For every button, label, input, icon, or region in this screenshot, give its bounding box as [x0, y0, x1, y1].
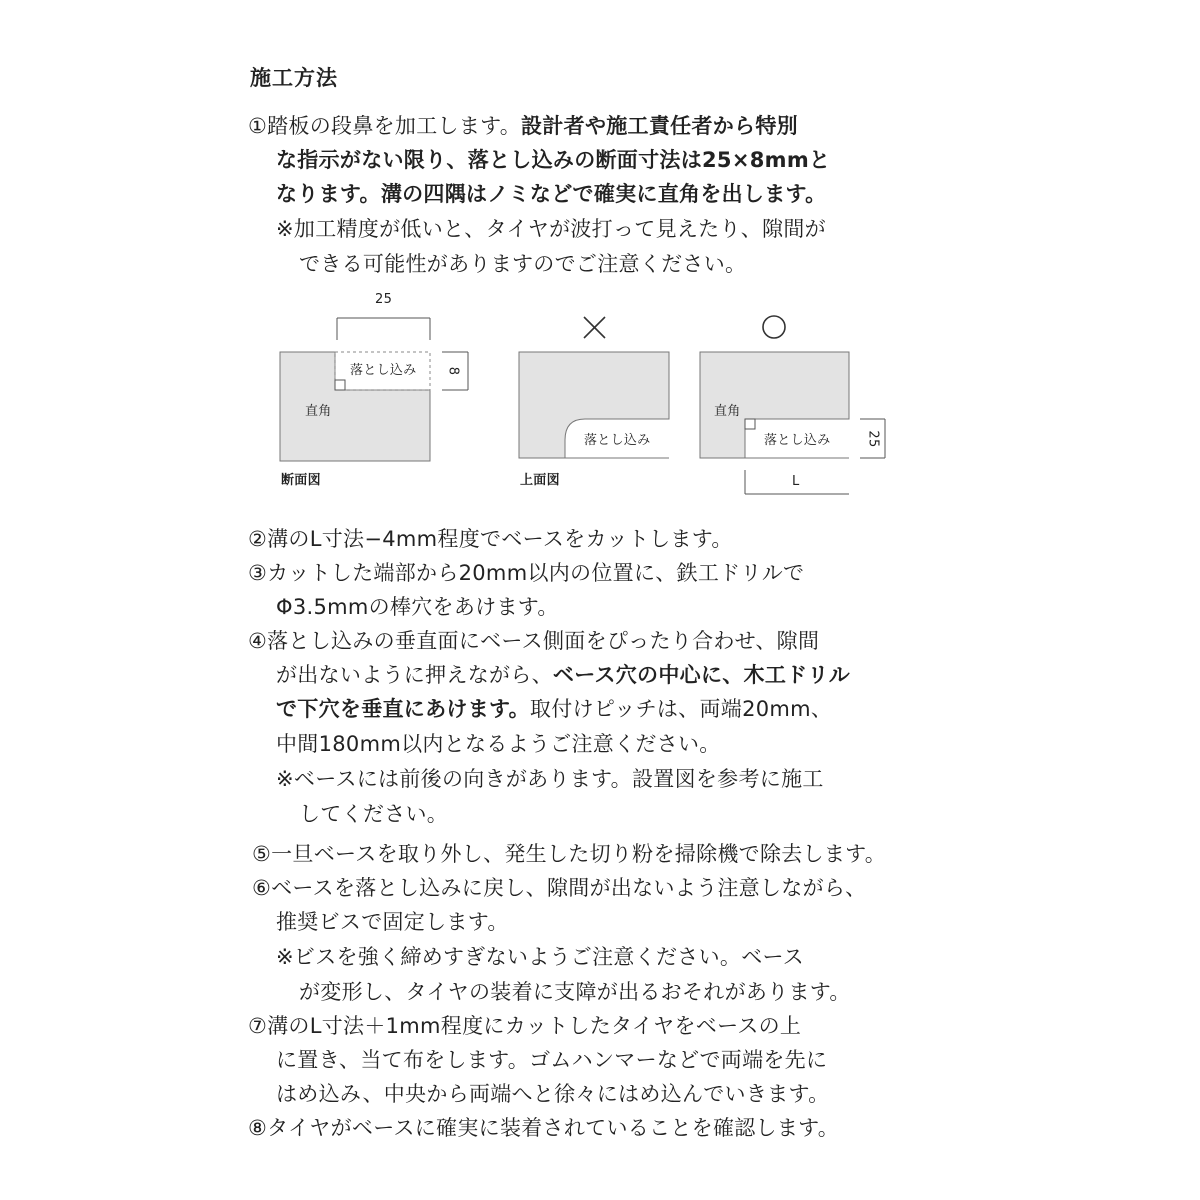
step6-note2: が変形し、タイヤの装着に支障が出るおそれがあります。 [299, 980, 851, 1004]
step4-line2-a: が出ないように押えながら、 [276, 663, 553, 687]
step5-line: ⑤一旦ベースを取り外し、発生した切り粉を掃除機で除去します。 [252, 842, 887, 866]
step4-line2-b: ベース穴の中心に、木工ドリル [552, 663, 851, 687]
step4-line4: 中間180mm以内となるようご注意ください。 [276, 732, 721, 756]
step3-line1: ③カットした端部から20mm以内の位置に、鉄工ドリルで [248, 561, 805, 585]
groove-label-ok: 落とし込み [764, 433, 831, 448]
right-angle-mark [335, 380, 345, 390]
section-diagram [280, 318, 468, 461]
step1-line2-a: な指示がない限り、落とし込みの断面寸法は [276, 148, 702, 172]
step7-line1: ⑦溝のL寸法＋1mm程度にカットしたタイヤをベースの上 [248, 1014, 802, 1038]
step4-line3 [276, 694, 832, 724]
step4-line3-b: 取付けピッチは、両端20mm、 [529, 697, 833, 721]
dim-label-depth: 8 [445, 366, 461, 376]
step8-line: ⑧タイヤがベースに確実に装着されていることを確認します。 [248, 1116, 840, 1140]
ok-circle-mark [763, 316, 785, 338]
dim-label-length: L [792, 474, 800, 489]
step2-line: ②溝のL寸法−4mm程度でベースをカットします。 [248, 527, 733, 551]
dim-label-top-width: 25 [865, 430, 881, 448]
groove-label-section: 落とし込み [350, 363, 417, 378]
right-angle-label-section: 直角 [305, 404, 332, 419]
step6-note1: ※ビスを強く締めすぎないようご注意ください。ベース [276, 945, 805, 969]
step4-line1: ④落とし込みの垂直面にベース側面をぴったり合わせ、隙間 [248, 629, 820, 653]
step4-note2: してください。 [299, 802, 449, 826]
step1-line2-c: と [809, 148, 831, 172]
step1-note2: できる可能性がありますのでご注意ください。 [299, 252, 747, 276]
step6-line1: ⑥ベースを落とし込みに戻し、隙間が出ないよう注意しながら、 [252, 876, 867, 900]
step1-line3: なります。溝の四隅はノミなどで確実に直角を出します。 [276, 182, 827, 206]
dim-label-width: 25 [375, 292, 393, 307]
step4-line2 [276, 660, 850, 690]
groove-label-ng: 落とし込み [584, 433, 651, 448]
caption-top: 上面図 [520, 473, 560, 488]
step6-line2: 推奨ビスで固定します。 [276, 910, 509, 934]
step7-line3: はめ込み、中央から両端へと徐々にはめ込んでいきます。 [276, 1082, 830, 1106]
section-title: 施工方法 [250, 66, 338, 90]
step1-text-a: ①踏板の段鼻を加工します。 [248, 114, 522, 138]
step1-line2-b: 25×8mm [702, 148, 809, 172]
step4-note1: ※ベースには前後の向きがあります。設置図を参考に施工 [276, 767, 824, 791]
step3-line2: Φ3.5mmの棒穴をあけます。 [276, 595, 559, 619]
step1-note1: ※加工精度が低いと、タイヤが波打って見えたり、隙間が [276, 217, 826, 241]
right-angle-label-top: 直角 [714, 404, 741, 419]
step4-line3-a: で下穴を垂直にあけます。 [276, 697, 530, 721]
right-angle-mark-top [745, 419, 755, 429]
caption-section: 断面図 [281, 473, 321, 488]
step7-line2: に置き、当て布をします。ゴムハンマーなどで両端を先に [276, 1048, 828, 1072]
step1-text-b: 設計者や施工責任者から特別 [521, 114, 798, 138]
